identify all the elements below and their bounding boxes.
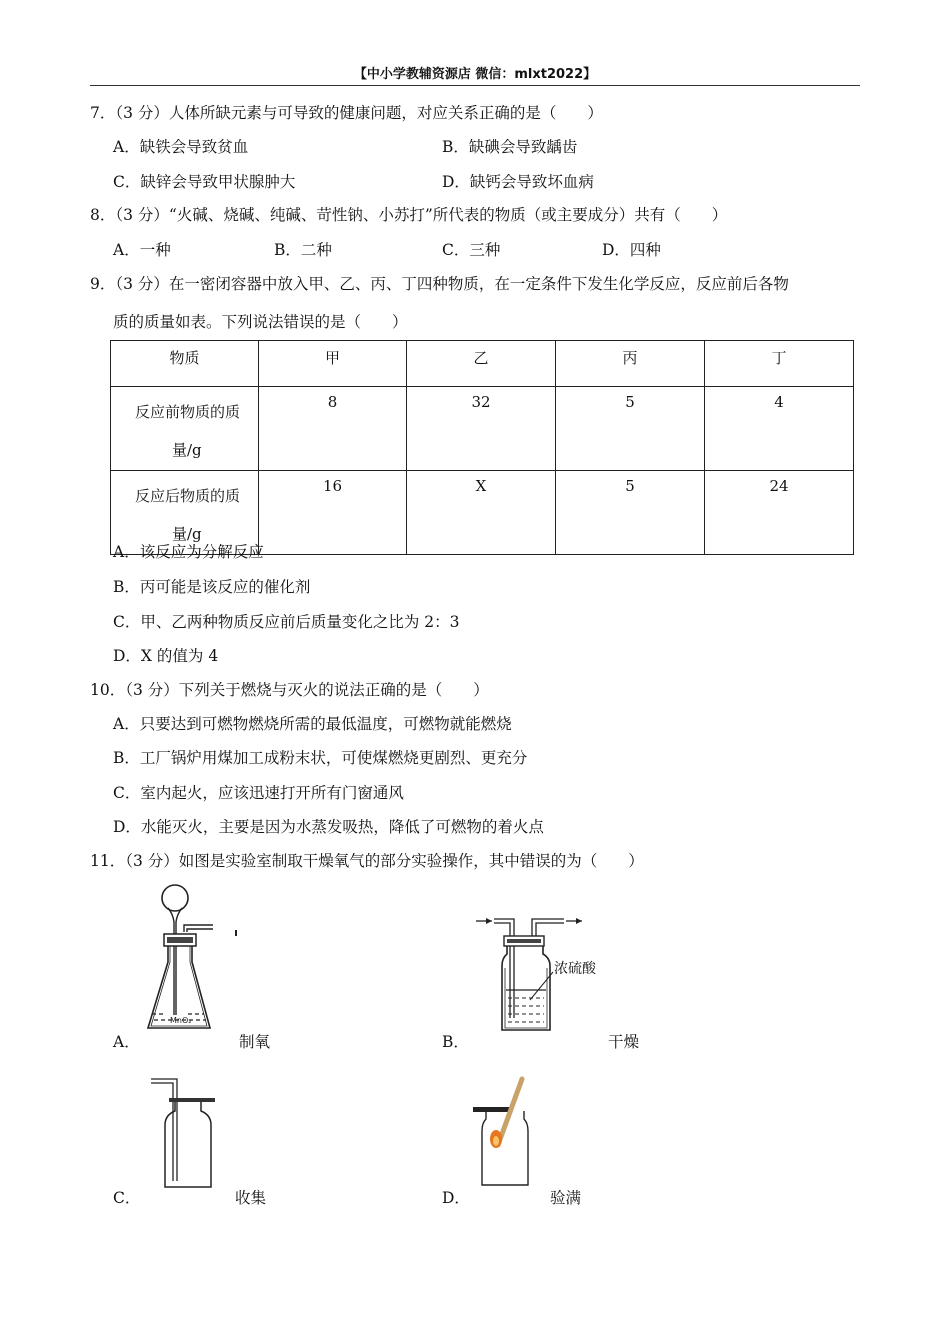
mno2-label: MnO₂ [170, 1016, 192, 1025]
mass-table [110, 340, 854, 555]
q11-option-d-letter: D． [442, 1189, 470, 1207]
table-cell: 4 [705, 387, 854, 471]
q7-option-c: C．缺锌会导致甲状腺肿大 [113, 173, 296, 191]
q9-option-b: B．丙可能是该反应的催化剂 [113, 578, 311, 596]
q7-option-d: D．缺钙会导致坏血病 [442, 173, 594, 191]
q11-option-a-caption: 制氧 [239, 1033, 271, 1051]
page-header: 【中小学教辅资源店 微信：mlxt2022】 [353, 67, 597, 82]
q10-option-d: D．水能灭火，主要是因为水蒸发吸热，降低了可燃物的着火点 [113, 818, 544, 836]
figure-d-splint-test [470, 1075, 540, 1190]
q10-option-b: B．工厂锅炉用煤加工成粉末状，可使煤燃烧更剧烈、更充分 [113, 749, 528, 767]
figure-b-drying-bottle [470, 910, 610, 1035]
table-cell: X [407, 471, 556, 555]
q11-option-c-letter: C． [113, 1189, 141, 1207]
q8-option-a: A．一种 [113, 241, 171, 259]
q11-option-c-caption: 收集 [235, 1189, 267, 1207]
q9-stem-line2: 质的质量如表。下列说法错误的是（ ） [113, 313, 408, 331]
q9-option-a: A．该反应为分解反应 [113, 543, 264, 561]
table-cell: 16 [259, 471, 407, 555]
q10-stem: 10．（3 分）下列关于燃烧与灭火的说法正确的是（ ） [90, 681, 489, 699]
table-cell: 5 [556, 387, 705, 471]
q10-option-a: A．只要达到可燃物燃烧所需的最低温度，可燃物就能燃烧 [113, 715, 512, 733]
q9-option-d: D．X 的值为 4 [113, 647, 219, 665]
table-header-cell: 甲 [259, 341, 407, 387]
sulfuric-acid-label: 浓硫酸 [554, 961, 596, 977]
table-cell: 32 [407, 387, 556, 471]
row-label [111, 387, 259, 471]
q11-option-a-letter: A． [113, 1033, 140, 1051]
row-label-line2: 量/g [172, 441, 202, 459]
table-header-cell: 丙 [556, 341, 705, 387]
q7-option-a: A．缺铁会导致贫血 [113, 138, 249, 156]
q11-stem: 11．（3 分）如图是实验室制取干燥氧气的部分实验操作，其中错误的为（ ） [90, 852, 644, 870]
table-header-cell: 丁 [705, 341, 854, 387]
row-label-line2: 量/g [172, 525, 202, 543]
q8-option-b: B．二种 [274, 241, 332, 259]
table-row-before [111, 387, 854, 471]
q11-option-b-letter: B． [442, 1033, 469, 1051]
table-cell: 24 [705, 471, 854, 555]
table-header-cell: 乙 [407, 341, 556, 387]
q8-option-d: D．四种 [602, 241, 661, 259]
table-header-row [111, 341, 854, 387]
q9-stem-line1: 9．（3 分）在一密闭容器中放入甲、乙、丙、丁四种物质，在一定条件下发生化学反应，反应前后各物 [90, 275, 789, 293]
figure-c-collection-bottle [145, 1075, 225, 1190]
row-label-line1: 反应前物质的质 [135, 403, 241, 421]
header-divider [90, 85, 860, 86]
q9-option-c: C．甲、乙两种物质反应前后质量变化之比为 2：3 [113, 613, 460, 631]
row-label-line1: 反应后物质的质 [135, 487, 241, 505]
q8-stem: 8．（3 分）“火碱、烧碱、纯碱、苛性钠、小苏打”所代表的物质（或主要成分）共有（ ） [90, 206, 728, 224]
table-cell: 5 [556, 471, 705, 555]
q11-option-d-caption: 验满 [550, 1189, 582, 1207]
table-header-cell: 物质 [111, 341, 259, 387]
figure-a-oxygen-generator [140, 880, 250, 1035]
q8-option-c: C．三种 [442, 241, 501, 259]
q7-option-b: B．缺碘会导致龋齿 [442, 138, 578, 156]
q10-option-c: C．室内起火，应该迅速打开所有门窗通风 [113, 784, 404, 802]
table-cell: 8 [259, 387, 407, 471]
q11-option-b-caption: 干燥 [608, 1033, 640, 1051]
q7-stem: 7．（3 分）人体所缺元素与可导致的健康问题，对应关系正确的是（ ） [90, 104, 603, 122]
